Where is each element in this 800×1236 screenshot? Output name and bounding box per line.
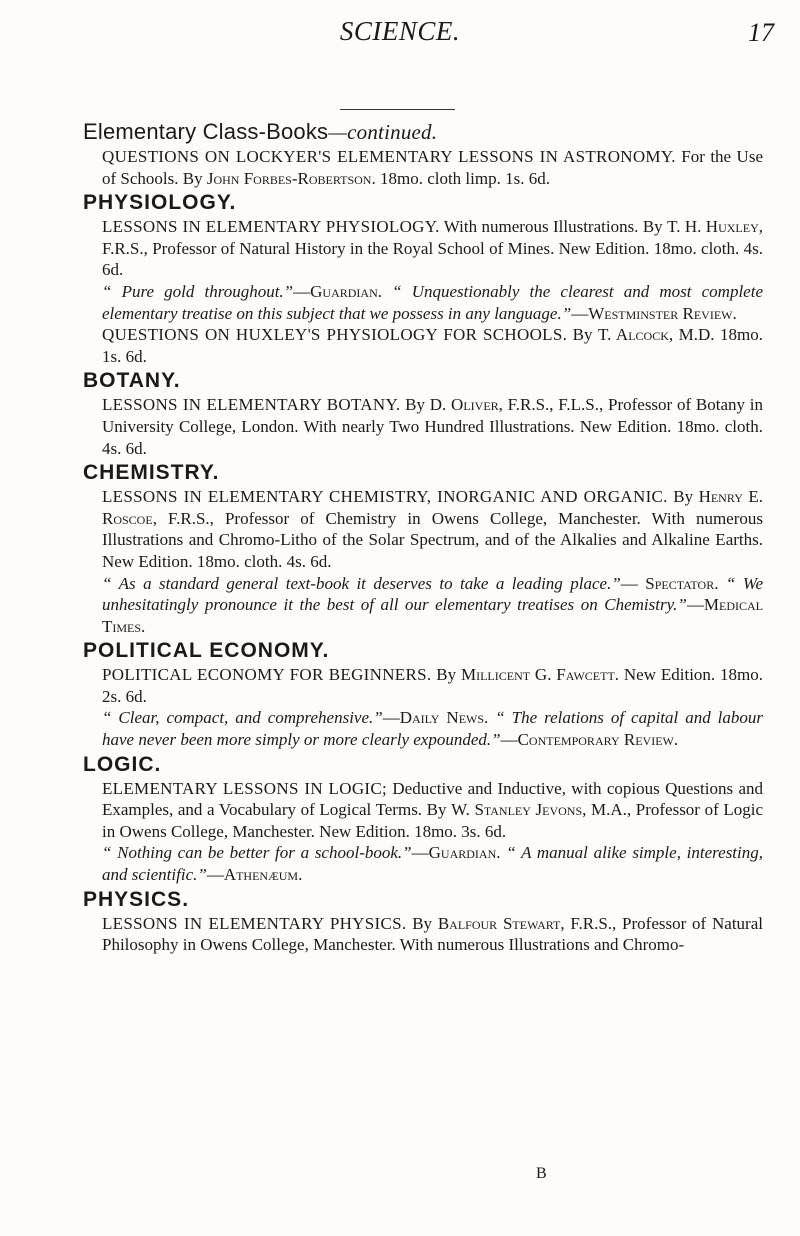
- book-entry: [102, 216, 763, 281]
- book-details: , F.R.S., F.L.S., Professor of Botany in University College, London. With nearly Two Hundred Illustrations. New Edition. 18mo. cloth. 4s. 6d.: [102, 395, 763, 458]
- book-title: LESSONS IN ELEMENTARY CHEMISTRY, INORGANIC AND ORGANIC.: [102, 487, 668, 507]
- book-title: ELEMENTARY LESSONS IN LOGIC;: [102, 778, 388, 798]
- review-source: —Guardian.: [293, 281, 382, 301]
- review-source: — Spectator.: [620, 573, 719, 593]
- review-source: —Daily News.: [382, 708, 489, 728]
- review-source: —Guardian.: [411, 843, 501, 863]
- review-source: —Medical Times.: [102, 595, 763, 636]
- book-author: Henry E. Roscoe: [102, 487, 763, 528]
- review-source: —Contemporary Review.: [500, 730, 679, 750]
- book-description: With numerous Illustrations. By: [439, 217, 668, 237]
- subject-heading: POLITICAL ECONOMY.: [83, 639, 330, 663]
- running-head-title: SCIENCE.: [339, 16, 461, 46]
- subject-heading: LOGIC.: [83, 752, 162, 776]
- subject-heading: PHYSIOLOGY.: [83, 191, 237, 215]
- book-author: W. Stanley Jevons: [451, 800, 583, 820]
- book-details: . 18mo. cloth limp. 1s. 6d.: [371, 168, 550, 188]
- book-entry: [102, 394, 763, 459]
- book-author: D. Oliver: [429, 395, 499, 415]
- review-quote: “ Pure gold throughout.”: [102, 281, 294, 301]
- review-quote: “ Clear, compact, and comprehensive.”: [102, 708, 383, 728]
- press-quotes: [102, 573, 763, 638]
- book-description: For the Use of Schools. By: [102, 147, 763, 188]
- book-details: , M.D. 18mo. 1s. 6d.: [102, 325, 764, 366]
- book-entry: [102, 486, 763, 572]
- press-quotes: [102, 281, 763, 324]
- signature-mark: B: [536, 1165, 547, 1182]
- subject-heading: BOTANY.: [83, 369, 181, 393]
- book-entry: [102, 664, 763, 707]
- review-source: —Athenæum.: [206, 865, 303, 885]
- review-source: —Westminster Review.: [571, 303, 737, 323]
- book-entry: [102, 913, 763, 956]
- book-title: LESSONS IN ELEMENTARY PHYSIOLOGY.: [102, 217, 440, 237]
- book-title: LESSONS IN ELEMENTARY BOTANY.: [102, 395, 401, 415]
- review-quote: “ A manual alike simple, interesting, and scientific.”: [102, 843, 764, 885]
- press-quotes: [102, 707, 763, 750]
- book-title: QUESTIONS ON LOCKYER'S ELEMENTARY LESSONS IN ASTRONOMY.: [102, 147, 676, 166]
- book-entry: [102, 324, 763, 367]
- subject-heading: CHEMISTRY.: [83, 461, 220, 485]
- subject-heading: PHYSICS.: [83, 887, 190, 911]
- review-quote: “ Nothing can be better for a school-book.”: [102, 843, 412, 863]
- book-title: LESSONS IN ELEMENTARY PHYSICS.: [102, 913, 407, 933]
- review-quote: “ The relations of capital and labour have never been more simply or more clearly expounded.”: [102, 708, 763, 750]
- book-details: , M.A., Professor of Logic in Owens College, Manchester. New Edition. 18mo. 3s. 6d.: [102, 800, 763, 841]
- book-title: POLITICAL ECONOMY FOR BEGINNERS.: [102, 665, 432, 685]
- section-title: Elementary Class-Books—continued.: [83, 119, 438, 144]
- book-title: QUESTIONS ON HUXLEY'S PHYSIOLOGY FOR SCHOOLS.: [102, 325, 568, 345]
- book-entry: [102, 146, 763, 189]
- book-details: , F.R.S., Professor of Chemistry in Owens College, Manchester. With numerous Illustrations and Chromo-Litho of the Solar Spectrum, and of the Alkalies and Alkaline Earths. New Edition. 18mo. cloth. 4s. 6d.: [102, 508, 763, 571]
- book-details: , F.R.S., Professor of Natural History in the Royal School of Mines. New Edition. 18mo. cloth. 4s. 6d.: [102, 217, 763, 280]
- header-rule: [340, 109, 455, 110]
- book-description: By: [667, 487, 699, 507]
- book-author: T. Alcock: [598, 325, 669, 345]
- review-quote: “ As a standard general text-book it deserves to take a leading place.”: [102, 573, 621, 593]
- book-description: Deductive and Inductive, with copious Questions and Examples, and a Vocabulary of Logical Terms. By: [102, 778, 763, 820]
- catalogue-entries: [83, 146, 763, 956]
- page-content: [83, 118, 763, 956]
- book-author: Millicent G. Fawcett: [460, 665, 615, 685]
- review-quote: “ We unhesitatingly pronounce it the best of all our elementary treatises on Chemistry.”: [102, 573, 763, 615]
- book-description: By: [406, 913, 438, 933]
- book-author: John Forbes-Robertson: [206, 168, 372, 188]
- page-number: 17: [748, 18, 774, 47]
- running-head: [0, 16, 800, 56]
- press-quotes: [102, 842, 763, 885]
- book-author: T. H. Huxley: [667, 217, 759, 237]
- book-details: , F.R.S., Professor of Natural Philosophy in Owens College, Manchester. With numerous Illustrations and Chromo-: [102, 913, 763, 955]
- book-author: Balfour Stewart: [437, 913, 561, 933]
- book-description: By: [567, 325, 598, 345]
- book-details: . New Edition. 18mo. 2s. 6d.: [102, 665, 763, 706]
- review-quote: “ Unquestionably the clearest and most complete elementary treatise on this subject that we possess in any language.”: [102, 281, 763, 323]
- book-entry: [102, 778, 763, 843]
- book-description: By: [431, 665, 461, 685]
- book-description: By: [400, 395, 430, 415]
